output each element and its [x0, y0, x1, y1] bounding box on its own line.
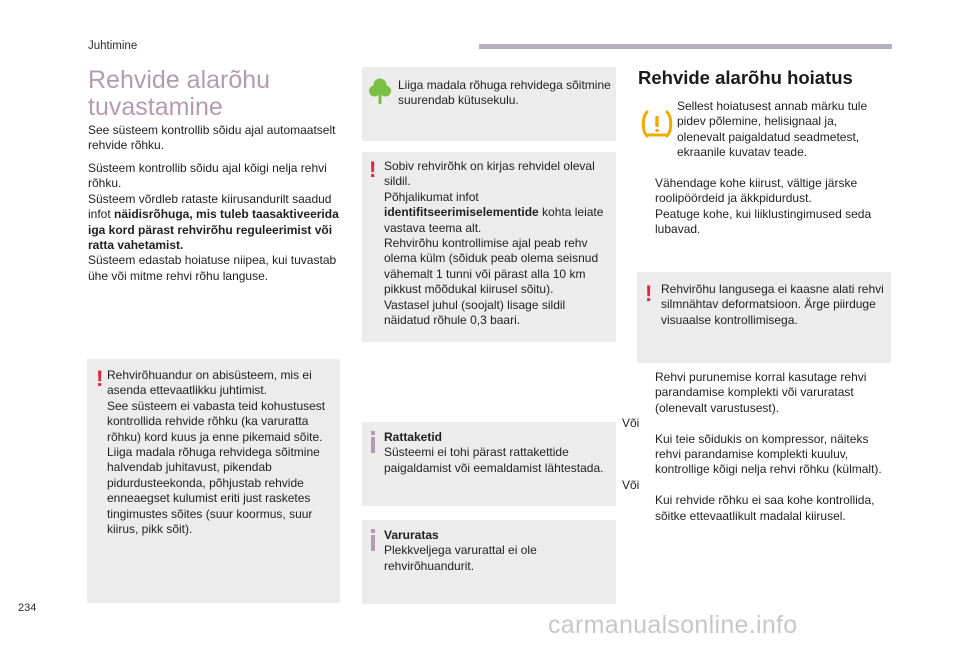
middle-warning-line-2a: Põhjalikumat infot [384, 189, 479, 204]
bullet-text: Rehvi purunemise korral kasutage rehvi parandamise komplekti või varuratast (olenevalt varustusest). [655, 370, 867, 415]
info-box-spare-wheel [362, 520, 616, 604]
section-label: Juhtimine [88, 40, 138, 52]
eco-text: Liiga madala rõhuga rehvidega sõitmine suurendab kütusekulu. [398, 78, 611, 108]
right-warning-box [637, 272, 891, 363]
system-text-b-regular: Süsteem võrdleb rataste kiirusandurilt saadud infot [88, 191, 332, 222]
bullet-text: Peatuge kohe, kui liiklustingimused seda lubavad. [655, 206, 872, 237]
alert-description: Sellest hoiatusest annab märku tule pidev põlemine, helisignaal ja, olenevalt paigaldatud seadmetest, ekraanile kuvatav teade. [677, 99, 868, 160]
list-item [640, 176, 892, 207]
left-warning-line-3: Liiga madala rõhuga rehvidega sõitmine halvendab juhitavust, pikendab pidurdusteekonda, põhjustab rehvide enneaegset kulumist eriti just rasketes tingimustes sõites (suur koormus, suur kiirus, pikk sõit). [107, 445, 320, 537]
middle-warning-line-1: Sobiv rehvirõhk on kirjas rehvidel oleval sildil. [384, 159, 595, 189]
middle-warning-line-2-bold: identifitseerimiselementide [384, 205, 539, 220]
middle-warning-line-4: Vastasel juhul (soojalt) lisage sildil näidatud rõhule 0,3 baari. [384, 297, 566, 328]
or-separator: Või [622, 477, 640, 492]
system-text-b-bold: näidisrõhuga, mis tuleb taasaktiveerida iga kord pärast rehvirõhu reguleerimist või ratta vahetamist. [88, 207, 339, 253]
left-warning-text [107, 368, 335, 537]
bullet-list-b [622, 370, 892, 524]
middle-warning-line-3: Rehvirõhu kontrollimise ajal peab rehv olema külm (sõiduk peab olema seisnud vähemalt 1 tunni või pärast alla 10 km pikkust mõõdukal kiirusel sõitu). [384, 236, 599, 297]
info-box-snow-chains [362, 422, 616, 506]
or-separator: Või [622, 416, 640, 431]
intro-text: See süsteem kontrollib sõidu ajal automaatselt rehvide rõhku. [88, 123, 336, 153]
info-snow-chains-body: Süsteemi ei tohi pärast rattakettide paigaldamist või eemaldamist lähtestada. [384, 445, 604, 475]
left-warning-box [87, 359, 340, 603]
warning-exclamation-icon: ! [96, 366, 104, 391]
middle-warning-text [384, 159, 612, 328]
list-item [640, 493, 892, 524]
info-snow-chains-title: Rattaketid [384, 430, 443, 444]
eco-tree-icon [369, 78, 391, 104]
section-divider-bar [479, 44, 892, 49]
system-text-a: Süsteem kontrollib sõidu ajal kõigi nelja rehvi rõhku. [88, 161, 327, 191]
intro-paragraph [88, 123, 350, 154]
right-title: Rehvide alarõhu hoiatus [638, 67, 853, 88]
system-text-b [88, 192, 350, 254]
tire-pressure-warning-icon [640, 108, 674, 140]
right-warning-text: Rehvirõhu langusega ei kaasne alati rehvi silmnähtav deformatsioon. Ärge piirduge visuaalse kontrollimisega. [661, 282, 884, 327]
system-description [88, 161, 350, 284]
middle-warning-box [362, 152, 616, 342]
info-spare-wheel-body: Plekkveljega varurattal ei ole rehvirõhuandurit. [384, 543, 537, 573]
page-number: 234 [18, 602, 37, 614]
bullet-list-a [640, 176, 892, 238]
info-spare-wheel-title: Varuratas [384, 528, 439, 542]
system-text-c: Süsteem edastab hoiatuse niipea, kui tuvastab ühe või mitme rehvi rõhu languse. [88, 253, 337, 283]
info-spare-wheel-text [384, 528, 612, 574]
left-warning-line-1: Rehvirõhuandur on abisüsteem, mis ei asenda ettevaatlikku juhtimist. [107, 368, 312, 398]
left-warning-line-2: See süsteem ei vabasta teid kohustusest kontrollida rehvide rõhku (ka varuratta rõhku) kord kuus ja enne pikemaid sõite. [107, 398, 326, 444]
bullet-text: Kui teie sõidukis on kompressor, näiteks rehvi parandamise komplekti kuuluv, kontrollige kõigi nelja rehvi rõhku (külmalt). [655, 431, 882, 477]
middle-warning-line-2 [384, 190, 612, 236]
left-title: Rehvide alarõhu tuvastamine [88, 66, 271, 121]
middle-warning-line-2b: kohta leiate vastava teema alt. [384, 205, 604, 235]
warning-exclamation-icon: ! [645, 281, 653, 306]
info-snow-chains-text [384, 430, 612, 476]
warning-exclamation-icon: ! [369, 157, 377, 182]
list-item [640, 207, 892, 238]
watermark: carmanualsonline.info [548, 611, 798, 639]
bullet-text: Vähendage kohe kiirust, vältige järske roolipöördeid ja äkkpidurdust. [655, 176, 858, 206]
info-icon [371, 529, 375, 551]
eco-box [362, 67, 616, 141]
list-item [640, 432, 892, 478]
info-icon [371, 431, 375, 453]
bullet-text: Kui rehvide rõhku ei saa kohe kontrollida, sõitke ettevaatlikult madalal kiirusel. [655, 493, 875, 523]
list-item [640, 370, 892, 416]
